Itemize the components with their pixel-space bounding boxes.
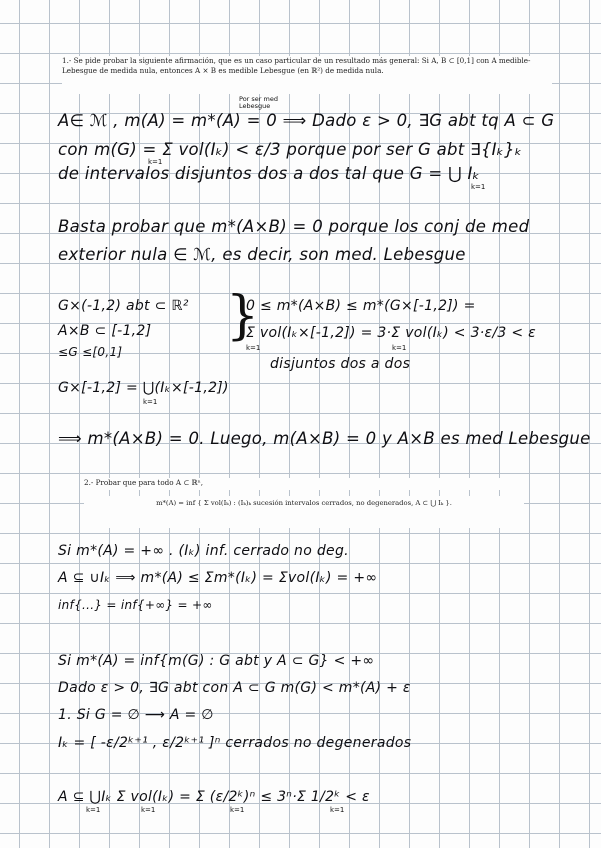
problem-2-formula: m*(A) = inf { Σ vol(Iₖ) : (Iₖ)ₖ sucesión intervalos cerrados, no degenerados, A ⊂ ⋃ Iₖ }. <box>84 496 524 528</box>
notes1-left3: ≤G ≤[0,1] <box>58 345 123 359</box>
notes2-line6: 1. Si G = ∅ ⟶ A = ∅ <box>58 707 214 723</box>
notes1-line7: ⟹ m*(A×B) = 0. Luego, m(A×B) = 0 y A×B es med Lebesgue <box>58 429 591 448</box>
notes1-line1: A∈ ℳ , m(A) = m*(A) = 0 ⟹ Dado ε > 0, ∃G abt tq A ⊂ G <box>58 111 555 130</box>
notes2-line2: A ⊆ ∪Iₖ ⟹ m*(A) ≤ Σm*(Iₖ) = Σvol(Iₖ) = +∞ <box>58 570 378 586</box>
notes1-right1: 0 ≤ m*(A×B) ≤ m*(G×[-1,2]) = <box>246 298 476 314</box>
curly-brace: } <box>226 286 260 346</box>
notes1-line3: de intervalos disjuntos dos a dos tal que G = ⋃ Iₖ <box>58 164 480 183</box>
notes2-line5: Dado ε > 0, ∃G abt con A ⊂ G m(G) < m*(A) + ε <box>58 680 411 696</box>
problem-1-statement: 1.- Se pide probar la siguiente afirmación, que es un caso particular de un resultado más general: Si A, B ⊂ [0,1] con A medible-Lebesgue de medida nula, entonces A × B es medible Lebesgue (en ℝ²) de medida nula. <box>62 56 552 94</box>
union-index: k=1 <box>86 806 101 814</box>
union-index: k=1 <box>471 183 486 191</box>
problem-2-statement: 2.- Probar que para todo A ⊂ ℝⁿ, <box>84 478 524 490</box>
notes2-line1: Si m*(A) = +∞ . (Iₖ) inf. cerrado no deg. <box>58 543 349 559</box>
notes1-line4: Basta probar que m*(A×B) = 0 porque los conj de med <box>58 217 530 236</box>
notes1-right2: Σ vol(Iₖ×[-1,2]) = 3·Σ vol(Iₖ) < 3·ε/3 < ε <box>246 325 537 341</box>
notes2-line4: Si m*(A) = inf{m(G) : G abt y A ⊂ G} < +∞ <box>58 653 375 669</box>
notes1-line5: exterior nula ∈ ℳ, es decir, son med. Lebesgue <box>58 245 466 264</box>
notes1-right3: disjuntos dos a dos <box>270 356 411 372</box>
sum-index: k=1 <box>141 806 156 814</box>
union-index: k=1 <box>143 398 158 406</box>
notes2-line3: inf{...} = inf{+∞} = +∞ <box>58 598 213 612</box>
notes1-line2: con m(G) = Σ vol(Iₖ) < ε/3 porque por ser G abt ∃{Iₖ}ₖ <box>58 140 523 159</box>
notes1-line6: G×[-1,2] = ⋃(Iₖ×[-1,2]) <box>58 380 229 396</box>
annotation-lebesgue: Por ser med Lebesgue <box>239 95 278 110</box>
notes1-left2: A×B ⊂ [-1,2] <box>58 323 152 339</box>
sum-index: k=1 <box>148 158 163 166</box>
sum-index: k=1 <box>392 344 407 352</box>
sum-index: k=1 <box>246 344 261 352</box>
sum-index: k=1 <box>330 806 345 814</box>
notes2-line7: Iₖ = [ -ε/2ᵏ⁺¹ , ε/2ᵏ⁺¹ ]ⁿ cerrados no degenerados <box>58 735 412 751</box>
notes2-line8: A ⊆ ⋃Iₖ Σ vol(Iₖ) = Σ (ε/2ᵏ)ⁿ ≤ 3ⁿ·Σ 1/2ᵏ < ε <box>58 789 370 805</box>
notes1-left1: G×(-1,2) abt ⊂ ℝ² <box>58 298 189 314</box>
sum-index: k=1 <box>230 806 245 814</box>
